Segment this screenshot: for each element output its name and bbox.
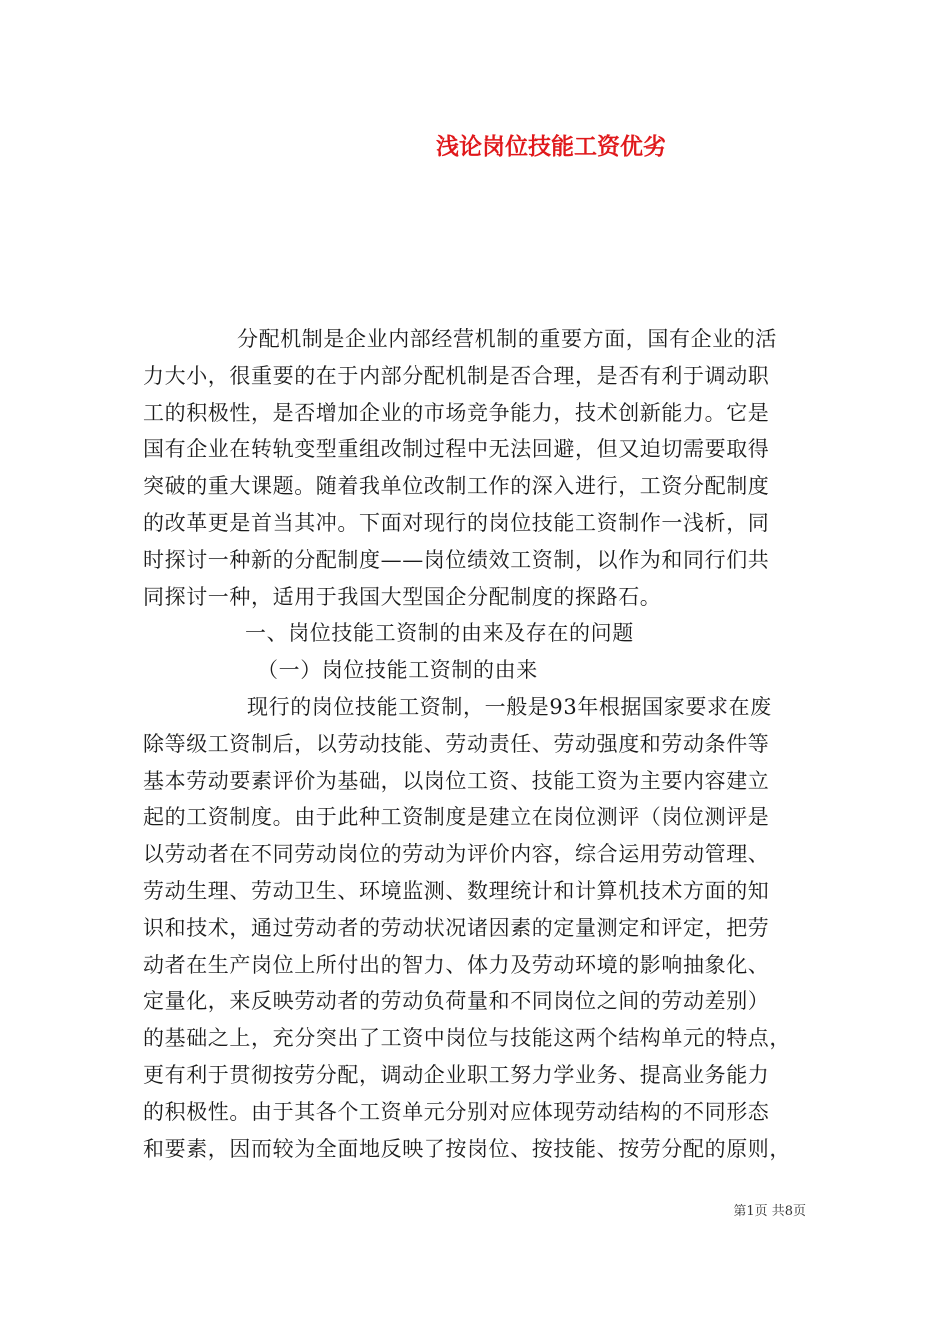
paragraph-line: 更有利于贯彻按劳分配，调动企业职工努力学业务、提高业务能力	[143, 1062, 770, 1087]
paragraph-line: 同探讨一种，适用于我国大型国企分配制度的探路石。	[143, 584, 662, 609]
paragraph-line: 以劳动者在不同劳动岗位的劳动为评价内容，综合运用劳动管理、	[143, 842, 770, 867]
paragraph-line: 识和技术，通过劳动者的劳动状况诸因素的定量测定和评定，把劳	[143, 915, 770, 940]
paragraph-line: 除等级工资制后，以劳动技能、劳动责任、劳动强度和劳动条件等	[143, 731, 770, 756]
paragraph-line: 力大小，很重要的在于内部分配机制是否合理，是否有利于调动职	[143, 363, 770, 388]
paragraph-line: 时探讨一种新的分配制度——岗位绩效工资制，以作为和同行们共	[143, 547, 770, 572]
section-heading: 一、岗位技能工资制的由来及存在的问题	[245, 621, 634, 646]
page-footer: 第1页 共8页	[733, 1204, 806, 1219]
paragraph-line: 和要素，因而较为全面地反映了按岗位、按技能、按劳分配的原则，	[143, 1136, 791, 1161]
paragraph-line: 的基础之上，充分突出了工资中岗位与技能这两个结构单元的特点，	[143, 1026, 791, 1051]
paragraph-line: 国有企业在转轨变型重组改制过程中无法回避，但又迫切需要取得	[143, 437, 770, 462]
paragraph-line: 起的工资制度。由于此种工资制度是建立在岗位测评（岗位测评是	[143, 805, 770, 830]
paragraph-line: 现行的岗位技能工资制，一般是93年根据国家要求在废	[247, 694, 772, 719]
paragraph-line: 分配机制是企业内部经营机制的重要方面，国有企业的活	[237, 327, 777, 351]
paragraph-line: 的积极性。由于其各个工资单元分别对应体现劳动结构的不同形态	[143, 1099, 770, 1124]
document-title: 浅论岗位技能工资优劣	[436, 134, 666, 160]
paragraph-line: 基本劳动要素评价为基础，以岗位工资、技能工资为主要内容建立	[143, 768, 770, 793]
paragraph-line: 定量化，来反映劳动者的劳动负荷量和不同岗位之间的劳动差别）	[143, 989, 770, 1014]
paragraph-line: 工的积极性，是否增加企业的市场竞争能力，技术创新能力。它是	[143, 400, 770, 425]
subsection-heading: （一）岗位技能工资制的由来	[257, 658, 538, 683]
paragraph-line: 突破的重大课题。随着我单位改制工作的深入进行，工资分配制度	[143, 474, 770, 499]
paragraph-line: 劳动生理、劳动卫生、环境监测、数理统计和计算机技术方面的知	[143, 878, 770, 903]
document-body	[143, 321, 807, 1167]
paragraph-line: 的改革更是首当其冲。下面对现行的岗位技能工资制作一浅析，同	[143, 510, 770, 535]
paragraph-line: 动者在生产岗位上所付出的智力、体力及劳动环境的影响抽象化、	[143, 952, 770, 977]
